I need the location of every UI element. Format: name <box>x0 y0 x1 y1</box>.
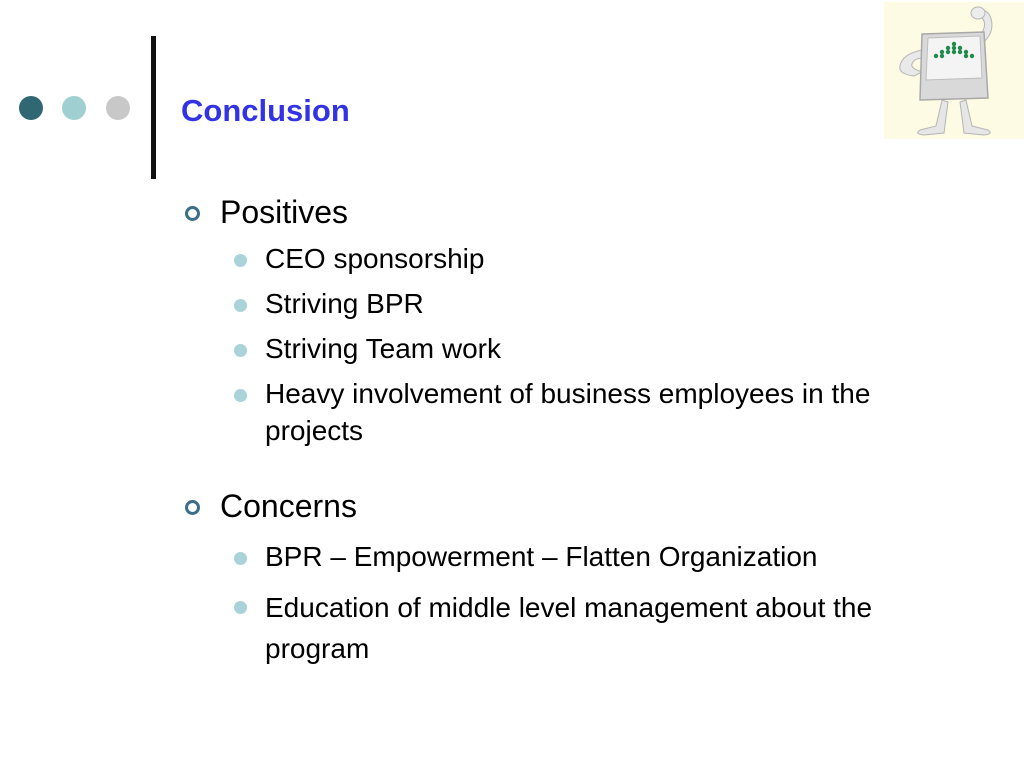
list-item: Striving Team work <box>265 333 502 364</box>
slide-title: Conclusion <box>181 93 350 128</box>
level1-bullet <box>185 206 200 221</box>
list-item: Heavy involvement of business employees in the projects <box>265 378 871 446</box>
level2-bullet <box>234 299 247 312</box>
level2-bullet <box>234 601 247 614</box>
decor-dot-light <box>106 96 130 120</box>
title-divider <box>151 36 156 179</box>
list-item: Education of middle level management about the program <box>265 592 873 664</box>
list-item: CEO sponsorship <box>265 243 485 274</box>
level2-bullet <box>234 389 247 402</box>
decor-dot-dark <box>19 96 43 120</box>
level2-bullet <box>234 254 247 267</box>
keyboard-key-mascot-icon <box>884 2 1024 139</box>
section-heading-positives: Positives <box>220 194 349 230</box>
decor-dot-mid <box>62 96 86 120</box>
section-heading-concerns: Concerns <box>220 488 357 524</box>
level1-bullet <box>185 500 200 515</box>
level2-bullet <box>234 344 247 357</box>
level2-bullet <box>234 552 247 565</box>
list-item: Striving BPR <box>265 288 424 319</box>
list-item: BPR – Empowerment – Flatten Organization <box>265 541 818 572</box>
